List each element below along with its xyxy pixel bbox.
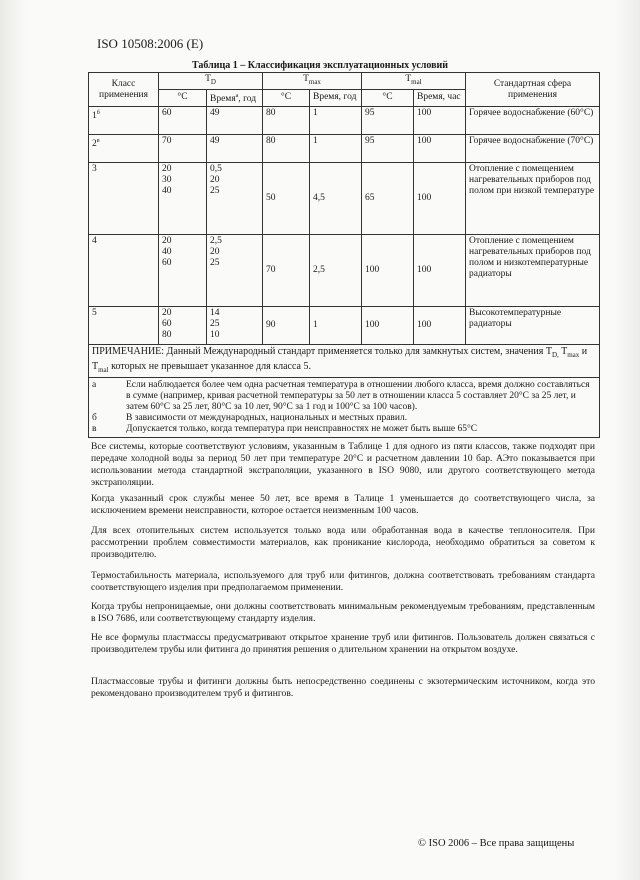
header-td-time: Время$^a$, год bbox=[207, 89, 263, 106]
cell-td-time: 0,5 20 25 bbox=[207, 163, 263, 235]
table-row bbox=[89, 107, 600, 135]
cell-scope: Отопление с помещением нагревательных приборов под полом при низкой температуре bbox=[466, 163, 600, 235]
cell-scope: Горячее водоснабжение (60°C) bbox=[466, 107, 600, 135]
table-row bbox=[89, 163, 600, 235]
header-tmax-c: °C bbox=[263, 89, 310, 106]
cell-scope: Горячее водоснабжение (70°C) bbox=[466, 135, 600, 163]
cell-tmal-time: 100 bbox=[414, 235, 466, 307]
cell-class: 4 bbox=[89, 235, 159, 307]
header-scope: Стандартная сфера применения bbox=[466, 73, 600, 107]
paragraph: Пластмассовые трубы и фитинги должны быть непосредственно соединены с экзотермическим источником, когда это рекомендовано производителем труб и фитингов. bbox=[91, 676, 595, 699]
cell-tmax-time: 1 bbox=[310, 307, 362, 345]
cell-tmax-time: 1 bbox=[310, 135, 362, 163]
cell-td-c: 70 bbox=[159, 135, 207, 163]
header-tmal-time: Время, час bbox=[414, 89, 466, 106]
paragraph: Когда трубы непроницаемые, они должны соответствовать минимальным рекомендуемым требованиям, представленным в ISO 7686, или соответствующему стандарту изделия. bbox=[91, 601, 595, 624]
cell-tmax-c: 90 bbox=[263, 307, 310, 345]
cell-td-time: 2,5 20 25 bbox=[207, 235, 263, 307]
header-td: $T_D$ bbox=[159, 73, 263, 90]
cell-scope: Отопление с помещением нагревательных приборов под полом и низкотемпературные радиаторы bbox=[466, 235, 600, 307]
table-caption: Таблица 1 – Классификация эксплуатационных условий bbox=[191, 60, 449, 71]
cell-tmal-c: 95 bbox=[362, 107, 414, 135]
cell-scope: Высокотемпературные радиаторы bbox=[466, 307, 600, 345]
cell-class: 3 bbox=[89, 163, 159, 235]
footnotes bbox=[89, 378, 600, 438]
cell-class: 5 bbox=[89, 307, 159, 345]
cell-tmax-time: 2,5 bbox=[310, 235, 362, 307]
cell-class: $1^б$ bbox=[89, 107, 159, 135]
header-td-c: °C bbox=[159, 89, 207, 106]
footnote-c: в Допускается только, когда температура при неисправностях не может быть выше 65°C bbox=[92, 424, 478, 435]
header-tmal: $T_{mal}$ bbox=[362, 73, 466, 90]
footnote-a: a Если наблюдается более чем одна расчетная температура в отношении любого класса, время должно составляться в сумме (например, кривая расчетной температуры за 50 лет в отношении класса 5 составляет 20°C за 25 лет, и затем 60°C за 25 лет, 80°C за 10 лет, 90°C за 1 год и 100°C за 100 часов). bbox=[92, 380, 590, 413]
cell-tmal-c: 100 bbox=[362, 235, 414, 307]
header-tmax: $T_{max}$ bbox=[263, 73, 362, 90]
standard-number: ISO 10508:2006 (E) bbox=[97, 36, 204, 51]
cell-tmax-c: 80 bbox=[263, 135, 310, 163]
footnote-b: б В зависимости от международных, национальных и местных правил. bbox=[92, 413, 408, 424]
cell-tmax-c: 70 bbox=[263, 235, 310, 307]
header-tmal-c: °C bbox=[362, 89, 414, 106]
paragraph: Для всех отопительных систем используется только вода или обработанная вода в качестве теплоносителя. При рассмотрении проблем совместимости материалов, как проникание кислорода, необходимо обратиться за советом к производителю. bbox=[91, 525, 595, 560]
cell-td-time: 49 bbox=[207, 107, 263, 135]
header-class: Класс применения bbox=[89, 73, 159, 107]
cell-tmal-c: 100 bbox=[362, 307, 414, 345]
cell-tmal-time: 100 bbox=[414, 307, 466, 345]
cell-tmal-c: 65 bbox=[362, 163, 414, 235]
paragraph: Не все формулы пластмассы предусматривают открытое хранение труб или фитингов. Пользователь должен связаться с производителем трубы или фитинга до принятия решения о длительном хранении на открытом воздухе. bbox=[91, 632, 595, 655]
classification-table bbox=[88, 72, 600, 438]
cell-tmal-time: 100 bbox=[414, 107, 466, 135]
cell-tmal-c: 95 bbox=[362, 135, 414, 163]
cell-tmax-time: 4,5 bbox=[310, 163, 362, 235]
cell-td-c: 20 40 60 bbox=[159, 235, 207, 307]
table-row bbox=[89, 307, 600, 345]
cell-td-c: 20 60 80 bbox=[159, 307, 207, 345]
table-row bbox=[89, 235, 600, 307]
paragraph: Термостабильность материала, используемого для труб или фитингов, должна соответствовать требованиям стандарта соответствующего изделия при предполагаемом применении. bbox=[91, 570, 595, 593]
header-tmax-time: Время, год bbox=[310, 89, 362, 106]
cell-tmal-time: 100 bbox=[414, 135, 466, 163]
paragraph: Все системы, которые соответствуют условиям, указанным в Таблице 1 для одного из пяти классов, также подходят при передаче холодной воды за период 50 лет при температуре 20°C и расчетном давлении 10 бар. АЭто показывается при использовании метода стандартной экстраполяции, указанного в ISO 9080, или другого соответствующего метода экстраполяции. bbox=[91, 441, 595, 488]
table-row bbox=[89, 135, 600, 163]
cell-td-c: 60 bbox=[159, 107, 207, 135]
cell-tmax-time: 1 bbox=[310, 107, 362, 135]
table-note: ПРИМЕЧАНИЕ: Данный Международный стандарт применяется только для замкнутых систем, значения $T_{D,}$ $T_{max}$ и $T_{mal}$ которых не превышает указанное для класса 5. bbox=[89, 345, 600, 378]
cell-class: $2^в$ bbox=[89, 135, 159, 163]
copyright-footer: © ISO 2006 – Все права защищены bbox=[418, 838, 575, 849]
cell-td-c: 20 30 40 bbox=[159, 163, 207, 235]
cell-tmax-c: 80 bbox=[263, 107, 310, 135]
cell-tmax-c: 50 bbox=[263, 163, 310, 235]
cell-td-time: 14 25 10 bbox=[207, 307, 263, 345]
cell-td-time: 49 bbox=[207, 135, 263, 163]
cell-tmal-time: 100 bbox=[414, 163, 466, 235]
paragraph: Когда указанный срок службы менее 50 лет, все время в Талице 1 уменьшается до соответствующего числа, за исключением времени неисправности, которое остается неизменным 100 часов. bbox=[91, 493, 595, 516]
